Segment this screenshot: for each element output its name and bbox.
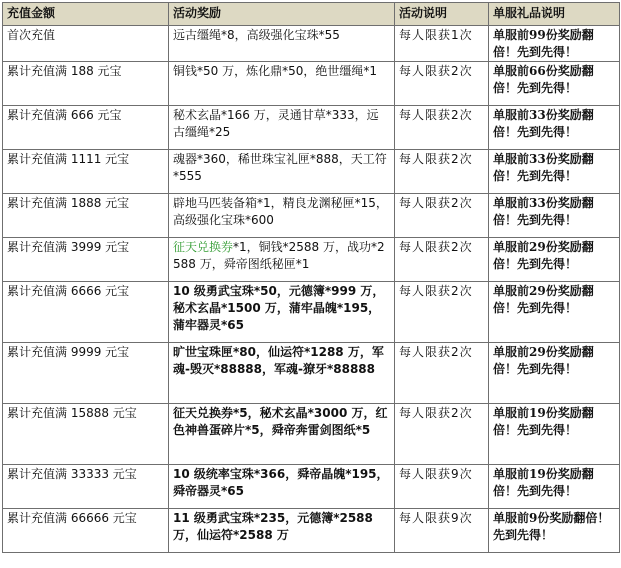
reward-cell xyxy=(169,404,395,465)
reward-cell xyxy=(169,150,395,194)
amount-cell: 累计充值满 33333 元宝 xyxy=(3,465,169,509)
header-gift: 单服礼品说明 xyxy=(489,3,620,26)
table-row xyxy=(3,509,620,553)
reward-text: 魂器*360，稀世珠宝礼匣*888，天工符*555 xyxy=(173,152,387,183)
gift-cell: 单服前29份奖励翻倍！先到先得！ xyxy=(489,238,620,282)
table-body xyxy=(3,3,620,553)
note-cell: 每人限获2次 xyxy=(395,106,489,150)
table-row xyxy=(3,282,620,343)
reward-text: 秘术玄晶*166 万，灵通甘草*333，远古缰绳*25 xyxy=(173,108,379,139)
table-row xyxy=(3,62,620,106)
reward-text: 11 级勇武宝珠*235，元德簿*2588 万，仙运符*2588 万 xyxy=(173,511,373,542)
gift-cell: 单服前19份奖励翻倍！先到先得！ xyxy=(489,404,620,465)
note-cell: 每人限获1次 xyxy=(395,26,489,62)
header-note: 活动说明 xyxy=(395,3,489,26)
header-row xyxy=(3,3,620,26)
reward-cell xyxy=(169,62,395,106)
reward-cell xyxy=(169,282,395,343)
gift-cell: 单服前29份奖励翻倍！先到先得！ xyxy=(489,282,620,343)
table-row xyxy=(3,26,620,62)
amount-cell: 累计充值满 9999 元宝 xyxy=(3,343,169,404)
gift-cell: 单服前99份奖励翻倍！先到先得！ xyxy=(489,26,620,62)
amount-cell: 累计充值满 66666 元宝 xyxy=(3,509,169,553)
note-cell: 每人限获2次 xyxy=(395,194,489,238)
note-cell: 每人限获2次 xyxy=(395,282,489,343)
gift-cell: 单服前29份奖励翻倍！先到先得！ xyxy=(489,343,620,404)
amount-cell: 累计充值满 15888 元宝 xyxy=(3,404,169,465)
gift-cell: 单服前66份奖励翻倍！先到先得！ xyxy=(489,62,620,106)
table-row xyxy=(3,238,620,282)
reward-text: 10 级勇武宝珠*50，元德簿*999 万，秘术玄晶*1500 万，蒲牢晶魄*195，蒲牢器灵*65 xyxy=(173,284,385,332)
amount-cell: 累计充值满 666 元宝 xyxy=(3,106,169,150)
gift-cell: 单服前19份奖励翻倍！先到先得！ xyxy=(489,465,620,509)
note-cell: 每人限获2次 xyxy=(395,150,489,194)
reward-text: 10 级统率宝珠*366，舜帝晶魄*195，舜帝器灵*65 xyxy=(173,467,389,498)
table-row xyxy=(3,343,620,404)
reward-text: 铜钱*50 万，炼化鼎*50，绝世缰绳*1 xyxy=(173,64,377,78)
reward-cell xyxy=(169,26,395,62)
gift-cell: 单服前33份奖励翻倍！先到先得！ xyxy=(489,194,620,238)
note-cell: 每人限获2次 xyxy=(395,238,489,282)
gift-cell: 单服前33份奖励翻倍！先到先得！ xyxy=(489,106,620,150)
reward-text: 辟地马匹装备箱*1，精良龙渊秘匣*15，高级强化宝珠*600 xyxy=(173,196,388,227)
table-row xyxy=(3,150,620,194)
table-row xyxy=(3,106,620,150)
reward-text: *1，铜钱*2588 万，战功*2588 万，舜帝图纸秘匣*1 xyxy=(173,240,385,271)
table-row xyxy=(3,465,620,509)
reward-cell xyxy=(169,465,395,509)
note-cell: 每人限获9次 xyxy=(395,509,489,553)
amount-cell: 累计充值满 1111 元宝 xyxy=(3,150,169,194)
amount-cell: 累计充值满 188 元宝 xyxy=(3,62,169,106)
reward-text: 旷世宝珠匣*80，仙运符*1288 万，军魂-毁灭*88888，军魂-獠牙*88888 xyxy=(173,345,384,376)
reward-cell xyxy=(169,194,395,238)
table-row xyxy=(3,404,620,465)
note-cell: 每人限获2次 xyxy=(395,404,489,465)
reward-text: 远古缰绳*8，高级强化宝珠*55 xyxy=(173,28,340,42)
reward-text: 征天兑换券 xyxy=(173,240,234,254)
recharge-rewards-table xyxy=(2,2,620,553)
gift-cell: 单服前9份奖励翻倍！先到先得！ xyxy=(489,509,620,553)
gift-cell: 单服前33份奖励翻倍！先到先得！ xyxy=(489,150,620,194)
reward-text: 征天兑换券*5，秘术玄晶*3000 万，红色神兽蛋碎片*5，舜帝奔雷剑图纸*5 xyxy=(173,406,388,437)
amount-cell: 累计充值满 3999 元宝 xyxy=(3,238,169,282)
amount-cell: 首次充值 xyxy=(3,26,169,62)
header-amount: 充值金额 xyxy=(3,3,169,26)
note-cell: 每人限获2次 xyxy=(395,343,489,404)
reward-cell xyxy=(169,509,395,553)
reward-cell xyxy=(169,106,395,150)
table-row xyxy=(3,194,620,238)
reward-cell xyxy=(169,343,395,404)
note-cell: 每人限获9次 xyxy=(395,465,489,509)
amount-cell: 累计充值满 6666 元宝 xyxy=(3,282,169,343)
header-reward: 活动奖励 xyxy=(169,3,395,26)
note-cell: 每人限获2次 xyxy=(395,62,489,106)
amount-cell: 累计充值满 1888 元宝 xyxy=(3,194,169,238)
reward-cell xyxy=(169,238,395,282)
